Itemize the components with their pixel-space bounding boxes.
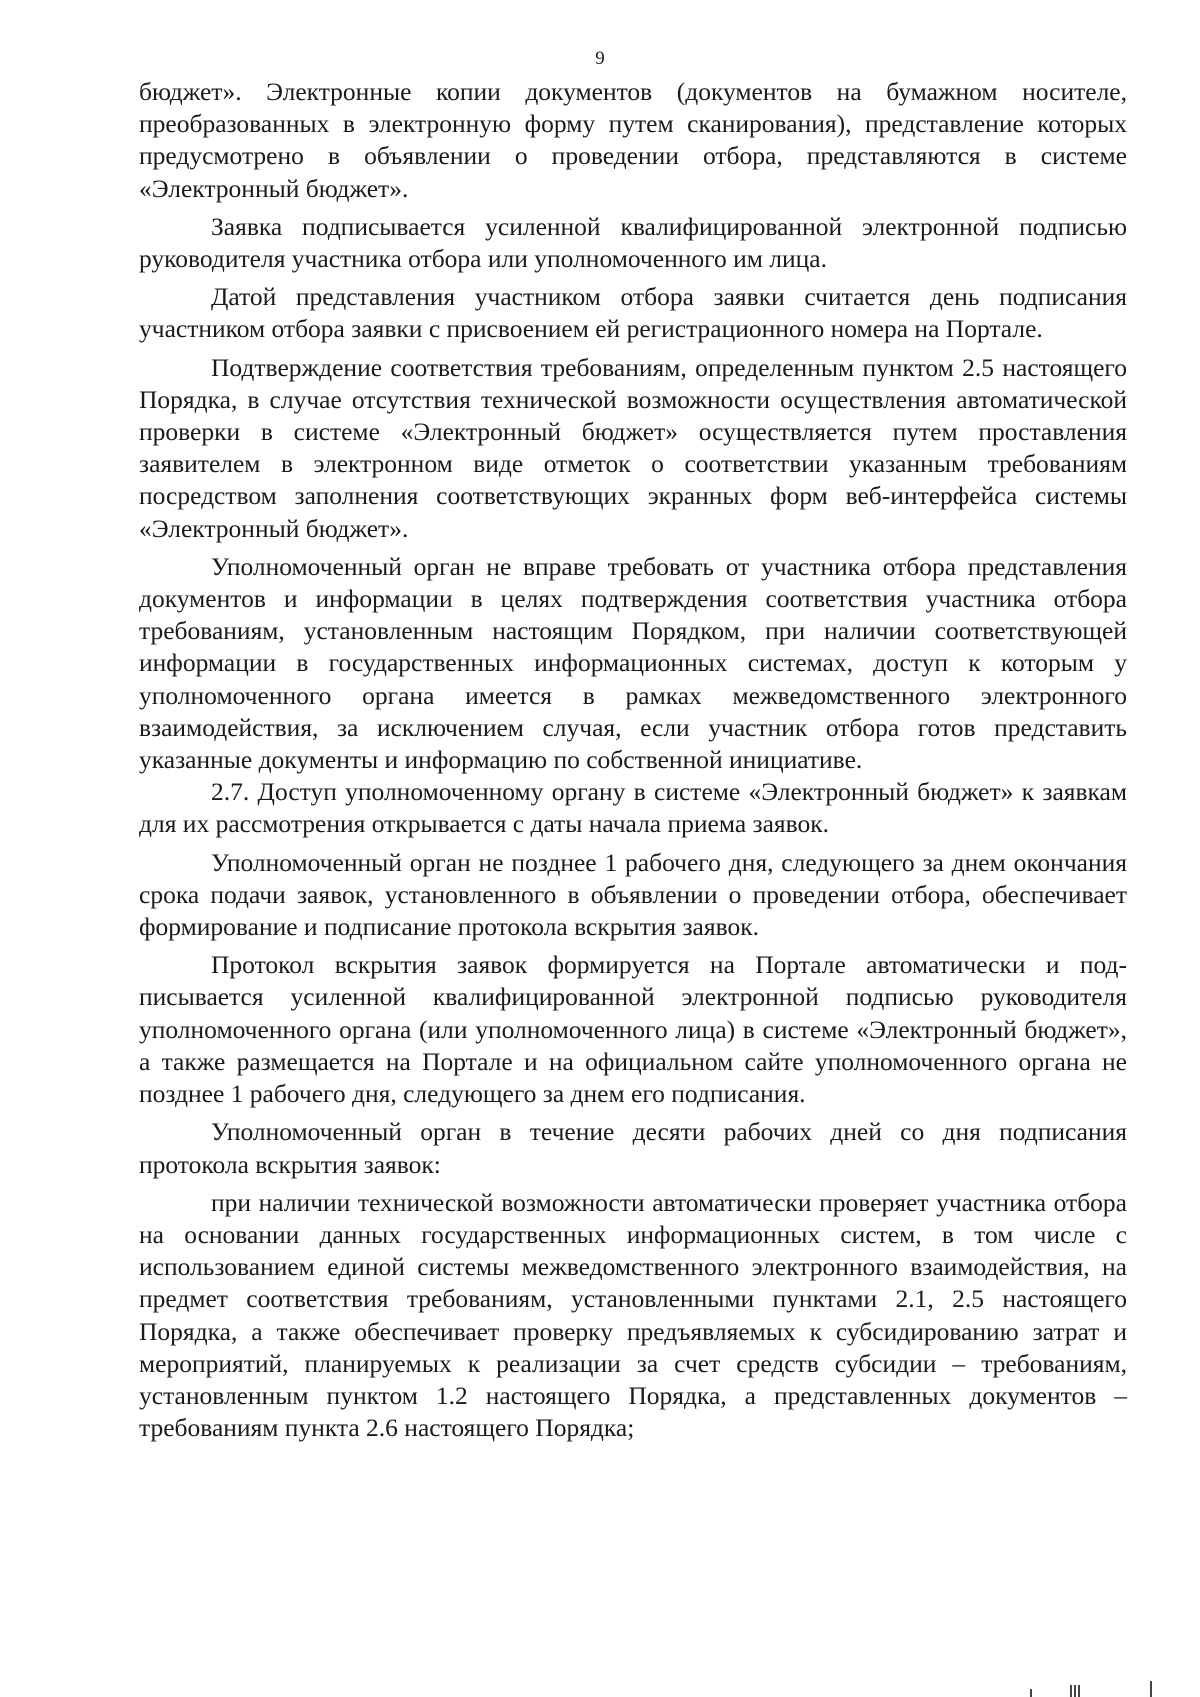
paragraph: Датой представления участником отбора заявки считается день подписания участником отбора заявки с присвоением ей регистрационного номера на Портале. [139,282,1127,344]
page-number: 9 [595,48,605,69]
paragraph: 2.7. Доступ уполномоченному органу в системе «Электронный бюджет» к заявкам для их рассмотрения открывается с даты начала приема заявок. [139,777,1127,839]
scan-edge-marks [1030,1677,1170,1697]
document-body [139,76,1127,1444]
paragraph: бюджет». Электронные копии документов (документов на бумажном носителе, преобразованных в электронную форму путем сканирования), представление которых предусмотрено в объявлении о проведении отбора, представляются в системе «Электронный бюджет». [139,77,1127,203]
paragraph: Протокол вскрытия заявок формируется на Портале автоматически и подписывается усиленной квалифицированной электронной подписью руководителя уполномоченного органа (или уполномоченного лица) в системе «Электронный бюджет», а также размещается на Портале и на официальном сайте уполномоченного органа не позднее 1 рабочего дня, следующего за днем его подписания. [139,950,1127,1109]
paragraph: Уполномоченный орган не позднее 1 рабочего дня, следующего за днем окончания срока подачи заявок, установленного в объявлении о проведении отбора, обеспечивает формирование и подписание протокола вскрытия заявок. [139,847,1127,942]
paragraph: при наличии технической возможности автоматически проверяет участника отбора на основании данных государственных информационных систем, в том числе с использованием единой системы межведомственного электронного взаимодействия, на предмет соответствия требованиям, установленными пунктами 2.1, 2.5 настоящего Порядка, а также обеспечивает проверку предъявляемых к субсидированию затрат и мероприятий, планируемых к реализации за счет средств субсидии – требованиям, установленным пунктом 1.2 настоящего Порядка, а представленных документов – требованиям пункта 2.6 настоящего Порядка; [139,1187,1127,1443]
paragraph: Уполномоченный орган в течение десяти рабочих дней со дня подписания протокола вскрытия заявок: [139,1117,1127,1179]
paragraph: Подтверждение соответствия требованиям, определенным пунктом 2.5 настоящего Порядка, в случае отсутствия технической возможности осуществления автоматической проверки в системе «Электронный бюджет» осуществляется путем проставления заявителем в электронном виде отметок о соответствии указанным требованиям посредством заполнения соответствующих экранных форм веб-интерфейса системы «Электронный бюджет». [139,352,1127,543]
paragraph: Заявка подписывается усиленной квалифицированной электронной подписью руководителя участника отбора или уполномоченного им лица. [139,211,1127,274]
paragraph: Уполномоченный орган не вправе требовать от участника отбора представления документов и информации в целях подтверждения соответствия участника отбора требованиям, установленным настоящим Порядком, при наличии соответствующей информации в государственных информационных системах, доступ к которым у уполномоченного органа имеется в рамках межведомственного электронного взаимодействия, за исключением случая, если участник отбора готов представить указанные документы и информацию по собственной инициативе. [139,551,1127,775]
